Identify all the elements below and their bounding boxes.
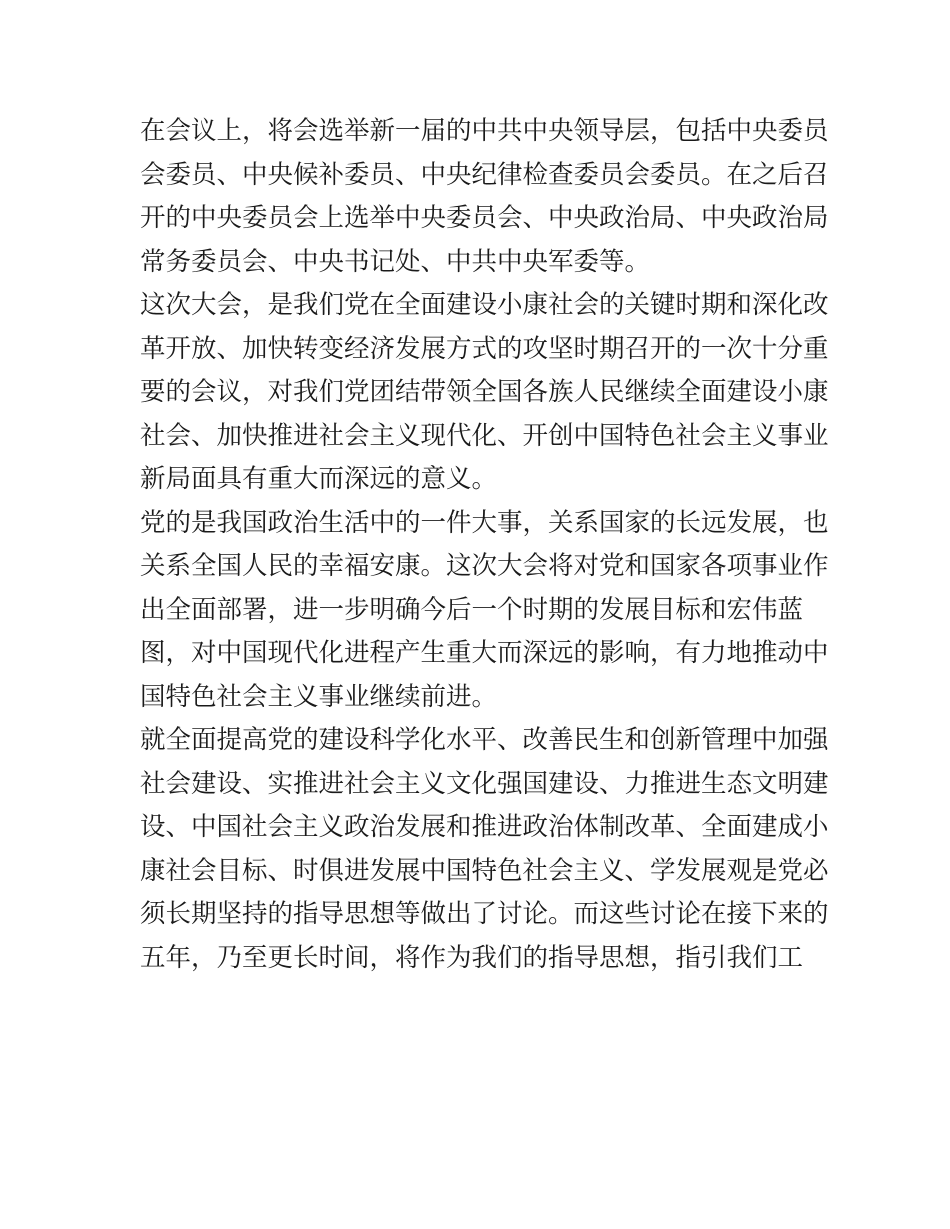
text-line: 社会建设、实推进社会主义文化强国建设、力推进生态文明建 (140, 768, 829, 799)
text-line: 须长期坚持的指导思想等做出了讨论。而这些讨论在接下来的 (140, 899, 829, 929)
text-line: 开的中央委员会上选举中央委员会、中央政治局、中央政治局 (140, 203, 829, 233)
text-line: 图，对中国现代化进程产生重大而深远的影响，有力地推动中 (140, 638, 829, 668)
text-line: 常务委员会、中央书记处、中共中央军委等。 (140, 246, 651, 277)
text-line: 设、中国社会主义政治发展和推进政治体制改革、全面建成小 (140, 812, 829, 842)
text-line: 国特色社会主义事业继续前进。 (140, 681, 498, 712)
text-line: 党的是我国政治生活中的一件大事，关系国家的长远发展，也 (140, 507, 829, 538)
text-line: 五年，乃至更长时间，将作为我们的指导思想，指引我们工 (140, 942, 804, 973)
text-line: 康社会目标、时俱进发展中国特色社会主义、学发展观是党必 (140, 855, 829, 886)
text-line: 社会、加快推进社会主义现代化、开创中国特色社会主义事业 (140, 420, 829, 451)
text-line: 在会议上，将会选举新一届的中共中央领导层，包括中央委员 (140, 116, 829, 146)
text-line: 新局面具有重大而深远的意义。 (140, 464, 498, 494)
text-line: 会委员、中央候补委员、中央纪律检查委员会委员。在之后召 (140, 159, 829, 190)
document-body (140, 110, 829, 980)
text-line: 这次大会，是我们党在全面建设小康社会的关键时期和深化改 (140, 290, 829, 320)
text-line: 要的会议，对我们党团结带领全国各族人民继续全面建设小康 (140, 377, 829, 407)
text-line: 出全面部署，进一步明确今后一个时期的发展目标和宏伟蓝 (140, 594, 804, 625)
text-line: 关系全国人民的幸福安康。这次大会将对党和国家各项事业作 (140, 551, 829, 581)
text-line: 革开放、加快转变经济发展方式的攻坚时期召开的一次十分重 (140, 333, 829, 364)
text-line: 就全面提高党的建设科学化水平、改善民生和创新管理中加强 (140, 725, 829, 755)
